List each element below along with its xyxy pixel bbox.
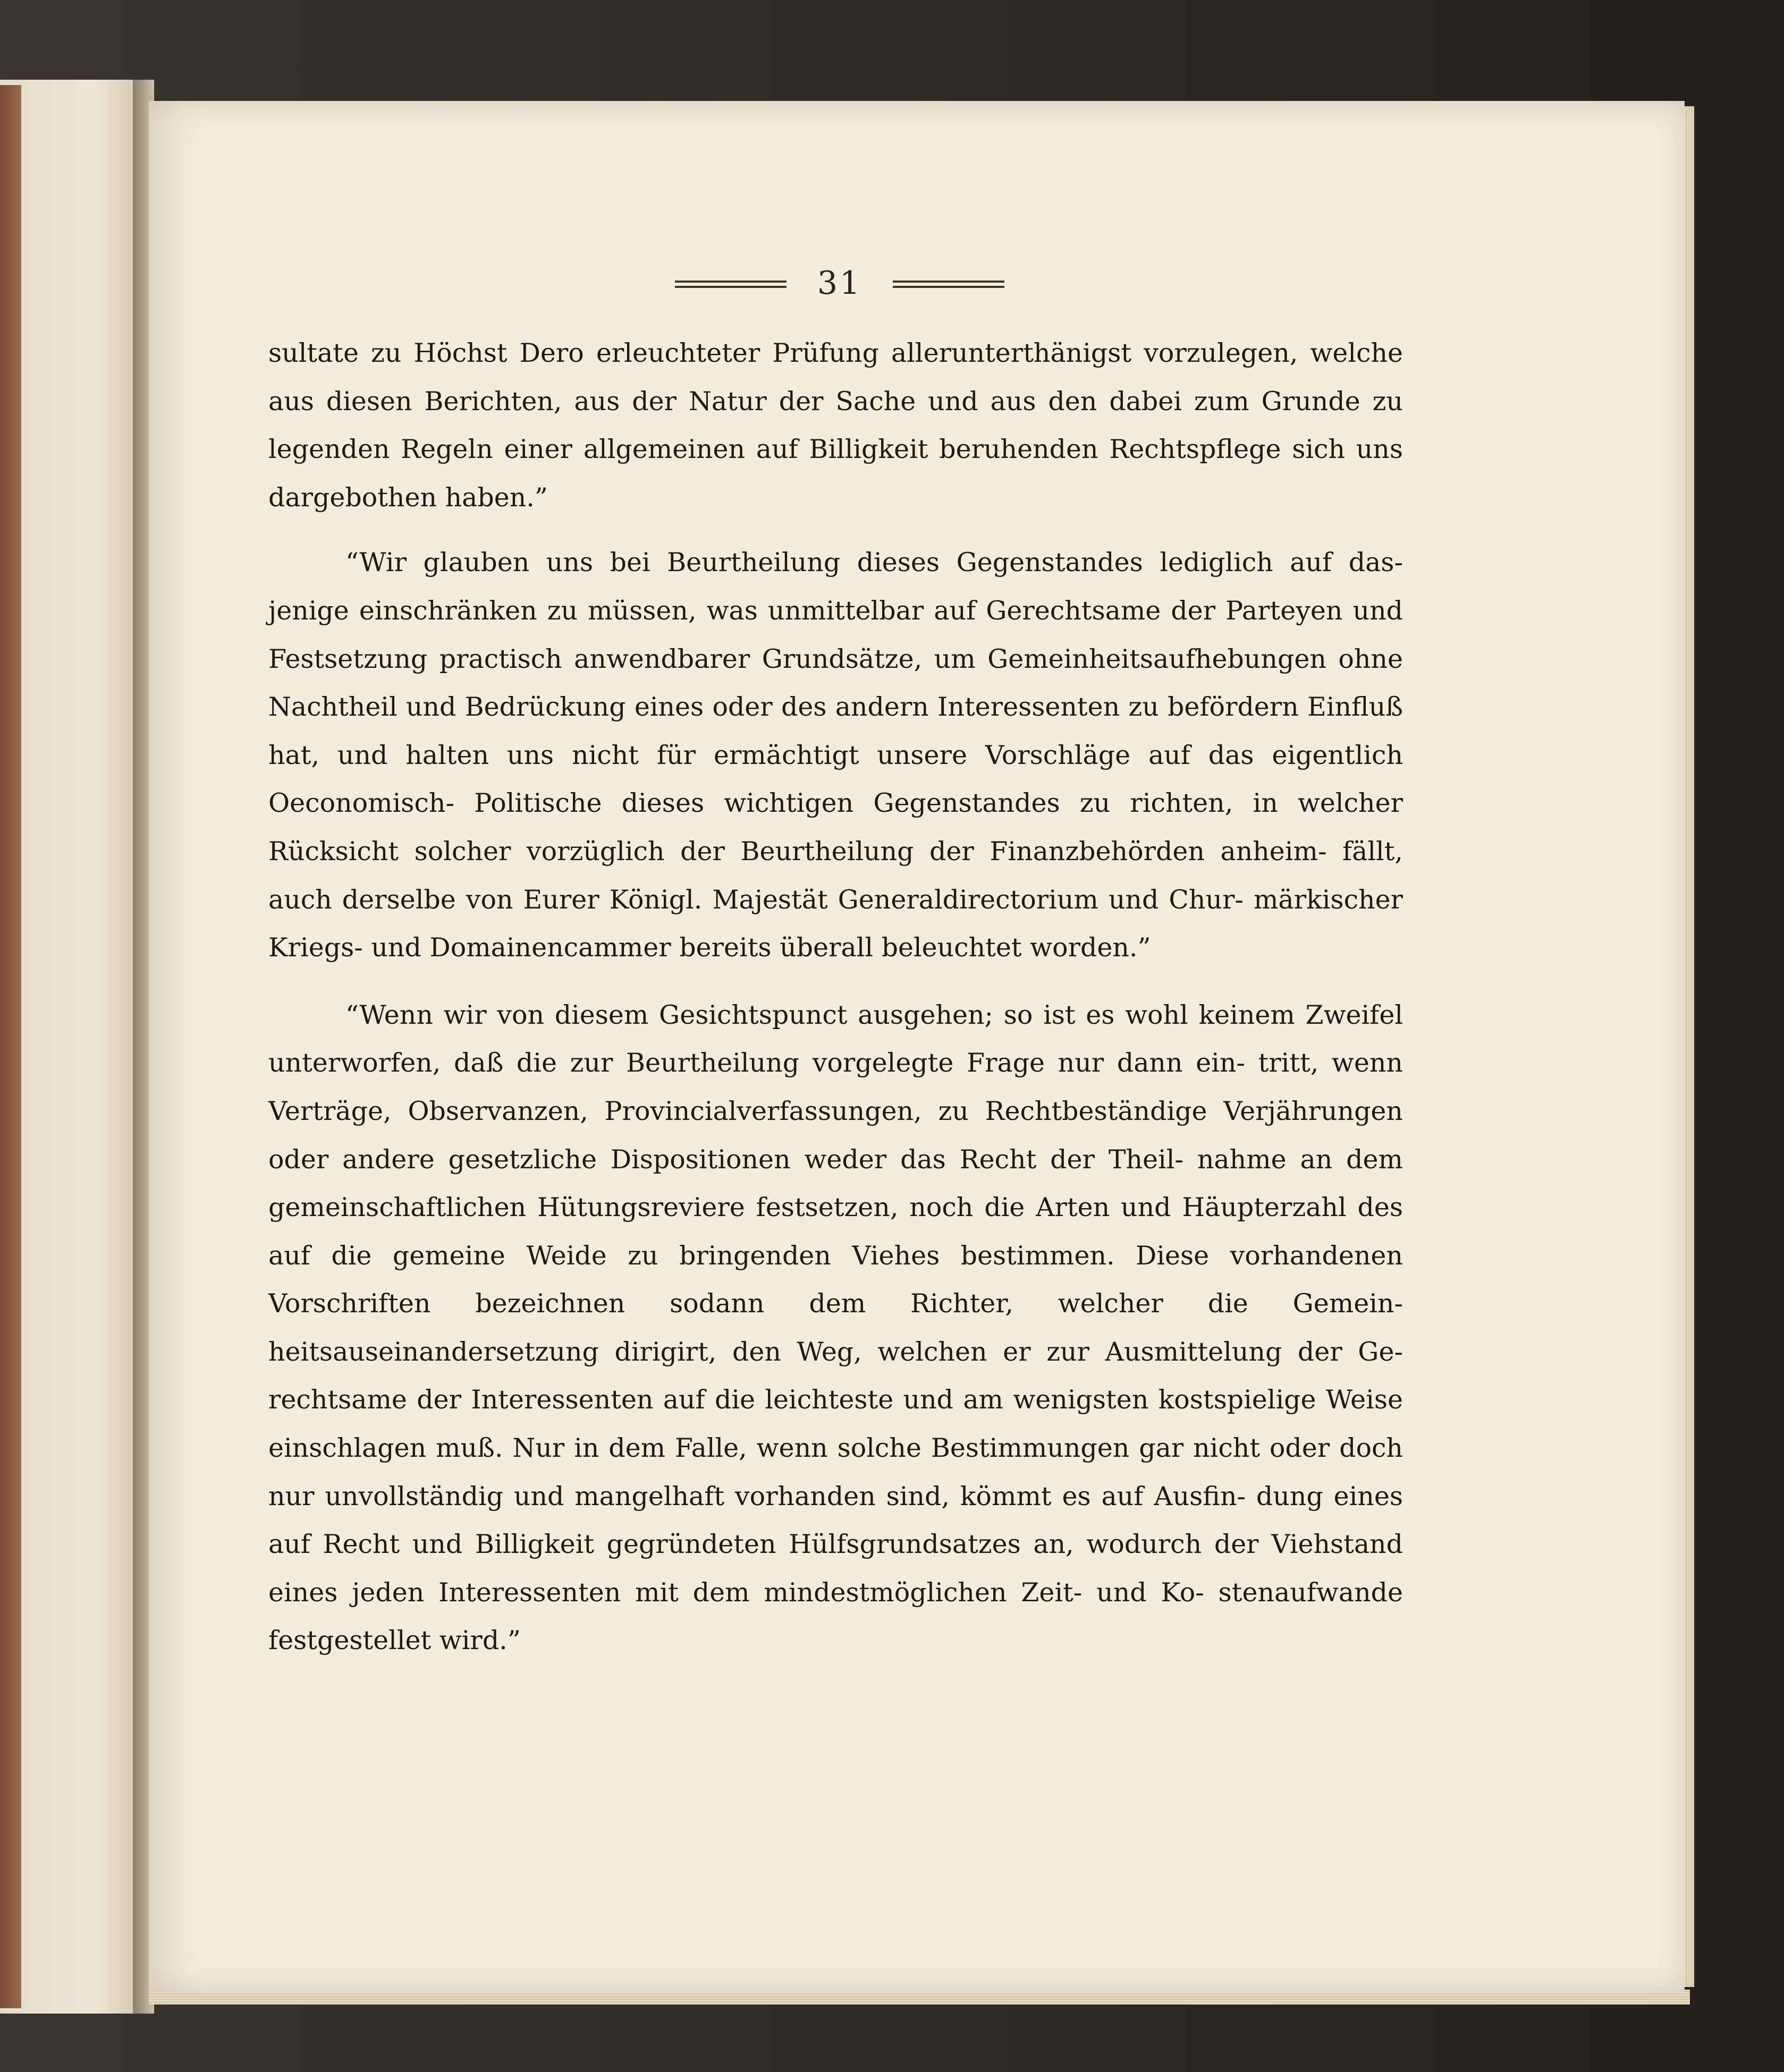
page-fore-edge <box>1685 106 1694 1987</box>
book-cover-edge <box>0 85 21 2008</box>
body-text <box>268 329 1403 1665</box>
page-header <box>675 265 1004 307</box>
paragraph-3: “Wenn wir von diesem Gesichtspunct ausgehen; so ist es wohl keinem Zweifel unterworfen, daß die zur Beurtheilung vorgelegte Frage nur dann ein- tritt, wenn Verträge, Observanzen, Provincialverfassungen, zu Rechtbeständige Verjährungen oder andere gesetzliche Dispositionen weder das Recht der Theil- nahme an dem gemeinschaftlichen Hütungsreviere festsetzen, noch die Arten und Häupterzahl des auf die gemeine Weide zu bringenden Viehes bestimmen. Diese vorhandenen Vorschriften bezeichnen sodann dem Richter, welcher die Gemein- heitsauseinandersetzung dirigirt, den Weg, welchen er zur Ausmittelung der Ge- rechtsame der Interessenten auf die leichteste und am wenigsten kostspielige Weise einschlagen muß. Nur in dem Falle, wenn solche Bestimmungen gar nicht oder doch nur unvollständig und mangelhaft vorhanden sind, kömmt es auf Ausfin- dung eines auf Recht und Billigkeit gegründeten Hülfsgrundsatzes an, wodurch der Viehstand eines jeden Interessenten mit dem mindestmöglichen Zeit- und Ko- stenaufwande festgestellet wird.” <box>268 999 1403 1656</box>
paragraph-2: “Wir glauben uns bei Beurtheilung dieses Gegenstandes lediglich auf das- jenige einschränken zu müssen, was unmittelbar auf Gerechtsame der Parteyen und Festsetzung practisch anwendbarer Grundsätze, um Gemeinheitsaufhebungen ohne Nachtheil und Bedrückung eines oder des andern Interessenten zu befördern Einfluß hat, und halten uns nicht für ermächtigt unsere Vorschläge auf das eigentlich Oeconomisch- Politische dieses wichtigen Gegenstandes zu richten, in welcher Rücksicht solcher vorzüglich der Beurtheilung der Finanzbehörden anheim- fällt, auch derselbe von Eurer Königl. Majestät Generaldirectorium und Chur- märkischer Kriegs- und Domainencammer bereits überall beleuchtet worden.” <box>268 547 1403 963</box>
page-number: 31 <box>817 265 863 302</box>
paragraph-1: sultate zu Höchst Dero erleuchteter Prüfung allerunterthänigst vorzulegen, welche aus diesen Berichten, aus der Natur der Sache und aus den dabei zum Grunde zu legenden Regeln einer allgemeinen auf Billigkeit beruhenden Rechtspflege sich uns dargebothen haben.” <box>268 338 1403 513</box>
header-rule-left <box>675 281 787 288</box>
header-rule-right <box>893 281 1004 288</box>
